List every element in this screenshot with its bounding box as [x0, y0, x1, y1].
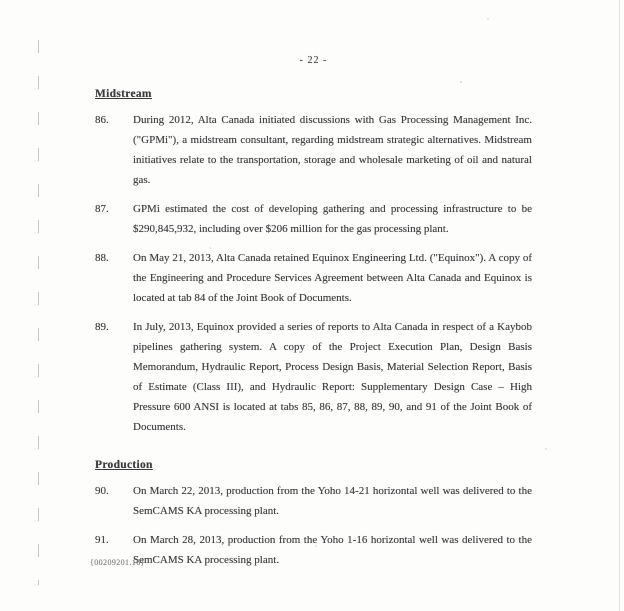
paragraph-text: In July, 2013, Equinox provided a series of reports to Alta Canada in respect of a Kaybob pipelines gathering system. A copy of the Project Execution Plan, Design Basis Memorandum, Hydraulic Report, Process Design Basis, Material Selection Report, Basis of Estimate (Class III), and Hydraulic Report: Supplementary Design Case – High Pressure 600 ANSI is located at tabs 85, 86, 87, 88, 89, 90, and 91 of the Joint Book of Documents.	[133, 321, 532, 433]
paragraph-91	[95, 530, 532, 570]
paragraph-88	[95, 248, 532, 308]
paragraph-number: 89.	[95, 321, 109, 333]
paragraph-86	[95, 110, 532, 190]
section-heading-production: Production	[95, 459, 153, 471]
paragraph-text: GPMi estimated the cost of developing gathering and processing infrastructure to be $290,845,932, including over $206 million for the gas processing plant.	[133, 203, 532, 235]
paragraph-text: On March 28, 2013, production from the Yoho 1-16 horizontal well was delivered to the SemCAMS KA processing plant.	[133, 534, 532, 566]
paragraph-text: During 2012, Alta Canada initiated discussions with Gas Processing Management Inc. ("GPMi"), a midstream consultant, regarding midstream strategic alternatives. Midstream initiatives relate to the transportation, storage and wholesale marketing of oil and natural gas.	[133, 114, 532, 186]
paragraph-text: On March 22, 2013, production from the Yoho 14-21 horizontal well was delivered to the SemCAMS KA processing plant.	[133, 485, 532, 517]
paragraph-89	[95, 317, 532, 437]
paragraph-90	[95, 481, 532, 521]
page-number: - 22 -	[299, 55, 328, 66]
paragraph-text: On May 21, 2013, Alta Canada retained Equinox Engineering Ltd. ("Equinox"). A copy of the Engineering and Procedure Services Agreement between Alta Canada and Equinox is located at tab 84 of the Joint Book of Documents.	[133, 252, 532, 304]
paragraph-number: 91.	[95, 534, 109, 546]
paragraph-number: 88.	[95, 252, 109, 264]
paragraph-number: 87.	[95, 203, 109, 215]
section-heading-midstream: Midstream	[95, 88, 152, 100]
document-id-footer: {00209201.16}	[90, 558, 145, 567]
paragraph-87	[95, 199, 532, 239]
paragraph-number: 86.	[95, 114, 109, 126]
paragraph-number: 90.	[95, 485, 109, 497]
